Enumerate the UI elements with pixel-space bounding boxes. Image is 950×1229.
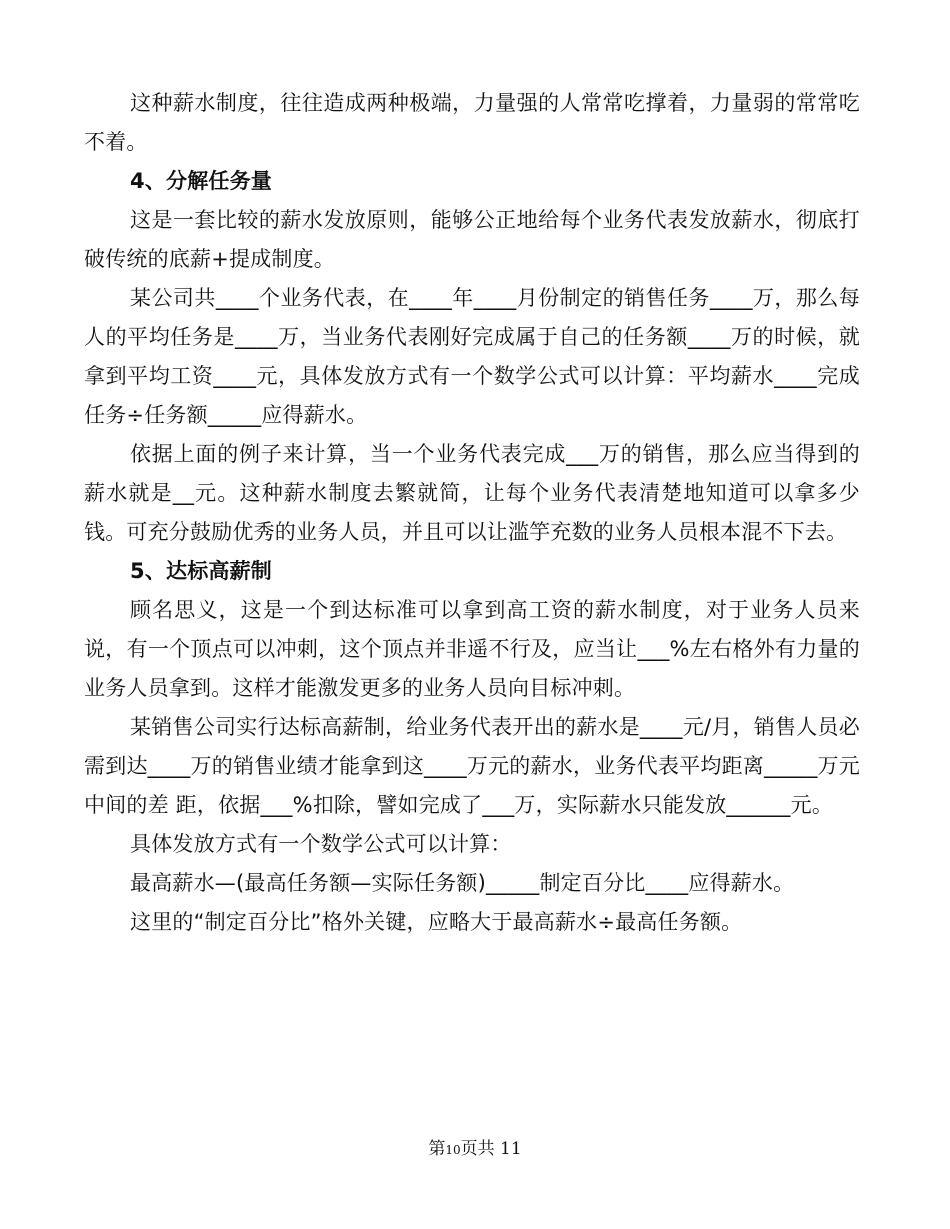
footer-total-pages: 11: [494, 1139, 522, 1159]
paragraph: 顾名思义，这是一个到达标准可以拿到高工资的薪水制度，对于业务人员来说，有一个顶点可以冲刺，这个顶点并非遥不行及，应当让___%左右格外有力量的业务人员拿到。这样才能激发更多的业务人员向目标冲刺。: [84, 598, 860, 700]
footer-prefix: 第: [428, 1139, 446, 1159]
paragraph: 这是一套比较的薪水发放原则，能够公正地给每个业务代表发放薪水，彻底打破传统的底薪+提成制度。: [84, 208, 860, 271]
footer-middle: 页共: [460, 1139, 495, 1159]
page-footer: [0, 1134, 950, 1159]
section-heading: 4、分解任务量: [130, 169, 273, 193]
paragraph: 这里的“制定百分比”格外关键，应略大于最高薪水÷最高任务额。: [130, 910, 743, 934]
paragraph: 某公司共____个业务代表，在____年____月份制定的销售任务____万，那么每人的平均任务是____万，当业务代表刚好完成属于自己的任务额____万的时候，就拿到平均工资____元，具体发放方式有一个数学公式可以计算：平均薪水____完成任务÷任务额_____应得薪水。: [84, 286, 860, 427]
paragraph: 具体发放方式有一个数学公式可以计算：: [130, 832, 512, 856]
footer-page-number: 10: [445, 1143, 461, 1157]
formula-line: 最高薪水—(最高任务额—实际任务额)_____制定百分比____应得薪水。: [130, 871, 795, 895]
paragraph: 这种薪水制度，往往造成两种极端，力量强的人常常吃撑着，力量弱的常常吃不着。: [84, 91, 860, 154]
document-body: [84, 84, 860, 942]
paragraph: 某销售公司实行达标高薪制，给业务代表开出的薪水是____元/月，销售人员必需到达____万的销售业绩才能拿到这____万元的薪水，业务代表平均距离_____万元中间的差 距，依据___%扣除，譬如完成了___万，实际薪水只能发放______元。: [84, 715, 860, 817]
paragraph: 依据上面的例子来计算，当一个业务代表完成___万的销售，那么应当得到的薪水就是__元。这种薪水制度去繁就简，让每个业务代表清楚地知道可以拿多少钱。可充分鼓励优秀的业务人员，并且可以让滥竽充数的业务人员根本混不下去。: [84, 442, 860, 544]
section-heading: 5、达标高薪制: [130, 559, 273, 583]
